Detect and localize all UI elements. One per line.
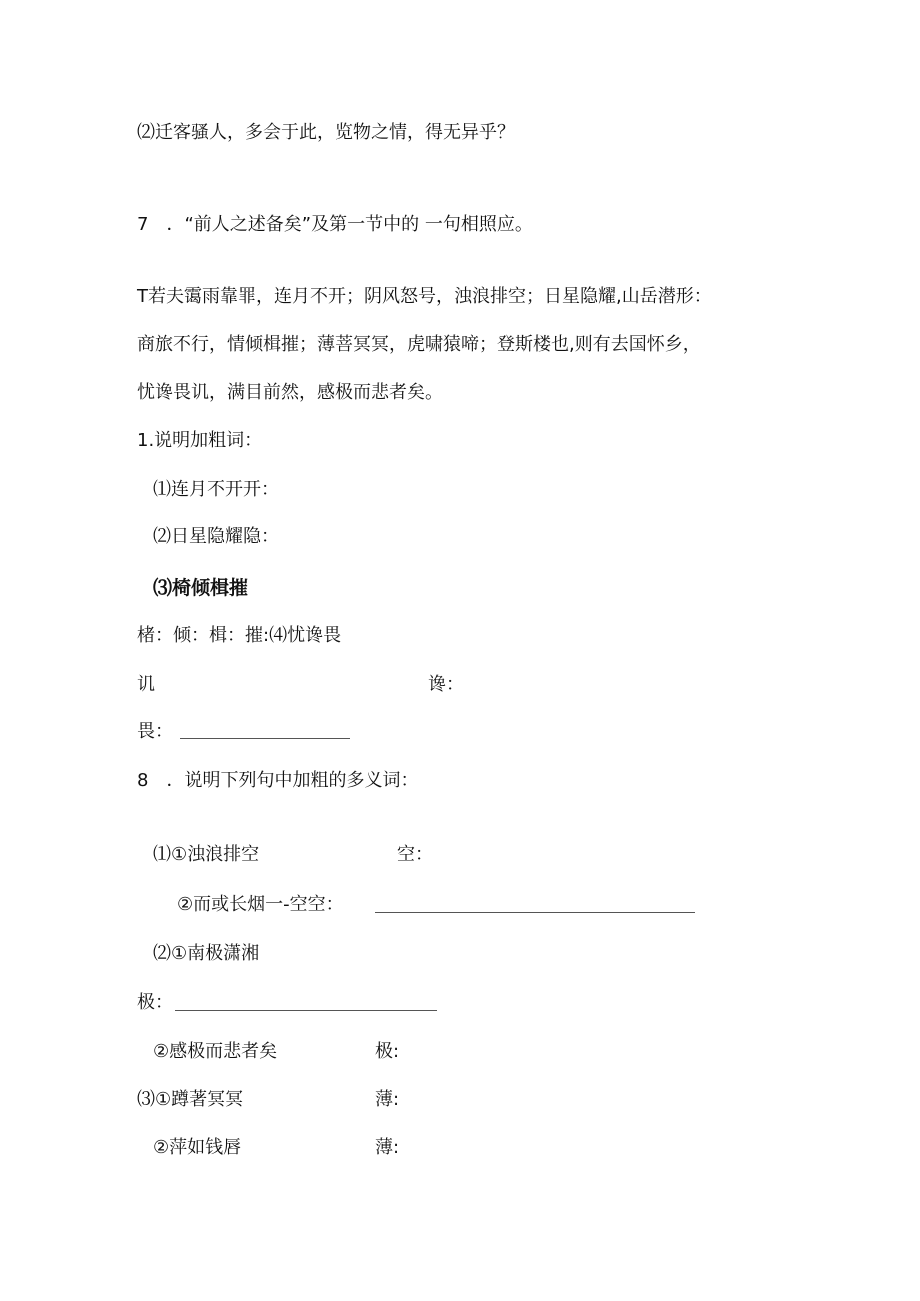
question-8-2a-label: 极： [137,992,173,1013]
question-1-2: ⑵日星隐耀隐： [153,526,279,547]
question-8-3b: ②萍如钱唇 [153,1137,242,1158]
question-8-3a-label: 薄: [375,1089,400,1110]
answer-blank-kong [375,912,695,913]
question-1-3-title: ⑶椅倾楫摧 [153,577,249,599]
question-1-4-ji: 讥 [137,674,155,695]
question-8-2a: ⑵①南极潇湘 [153,943,260,964]
question-1-4-chan: 谗： [428,674,464,695]
question-8-title: 8 ．说明下列句中加粗的多义词： [137,770,419,791]
question-8-1a: ⑴①浊浪排空 [153,844,260,865]
question-1-title: 1.说明加粗词： [137,430,263,451]
question-7: 7 ．“前人之述备矣”及第一节中的 一句相照应。 [137,214,533,235]
question-8-2b-label: 极: [375,1041,400,1062]
answer-blank-ji [175,1010,437,1011]
question-8-3a: ⑶①蹲著冥冥 [137,1089,244,1110]
passage-line-2: 商旅不行，情倾楫摧；薄菩冥冥，虎啸猿啼；登斯楼也,则有去国怀乡， [137,334,701,355]
question-6-2: ⑵迁客骚人，多会于此，览物之情，得无异乎？ [137,122,515,143]
question-8-1a-label: 空： [397,844,433,865]
passage-line-1: T若夫霭雨靠罪，连月不开；阴风怒号，浊浪排空；日星隐耀,山岳潜形： [137,286,712,307]
question-8-1b: ②而或长烟一-空空： [177,894,344,915]
question-8-3b-label: 薄: [375,1137,400,1158]
question-8-2b: ②感极而悲者矣 [153,1041,278,1062]
passage-line-3: 忧谗畏讥，满目前然，感极而悲者矣。 [137,382,443,403]
question-1-4-wei: 畏： [137,721,173,742]
answer-blank-wei [180,738,350,739]
question-1-1: ⑴连月不开开： [153,479,279,500]
question-1-3-line: 楮：倾：楫：摧:⑷忧谗畏 [137,625,342,646]
